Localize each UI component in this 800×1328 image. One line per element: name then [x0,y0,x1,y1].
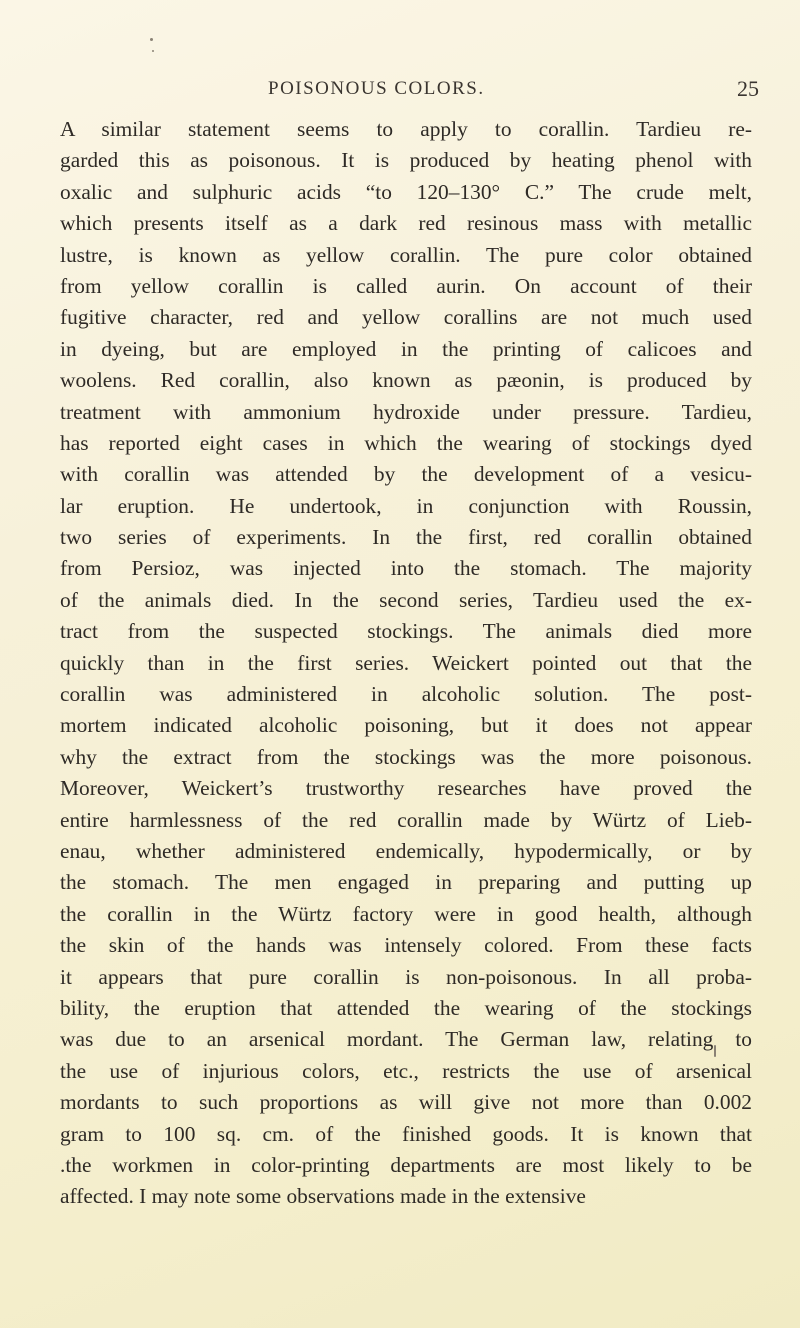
text-line: oxalic and sulphuric acids “to 120–130° C.” The crude melt, [60,179,752,204]
text-line: mordants to such proportions as will give not more than 0.002 [60,1090,752,1115]
text-line: tract from the suspected stockings. The animals died more [60,619,752,644]
text-line: Moreover, Weickert’s trustworthy researches have proved the [60,776,752,801]
text-line: was due to an arsenical mordant. The German law, relating to [60,1027,752,1052]
text-line: two series of experiments. In the first, red corallin obtained [60,525,752,550]
body-paragraph [60,114,752,1213]
text-line: garded this as poisonous. It is produced by heating phenol with [60,148,752,173]
text-line: woolens. Red corallin, also known as pæonin, is produced by [60,368,752,393]
text-line: the corallin in the Würtz factory were in good health, although [60,901,752,926]
paper-speck [150,38,153,41]
text-line: from yellow corallin is called aurin. On account of their [60,273,752,298]
text-line: bility, the eruption that attended the wearing of the stockings [60,995,752,1020]
page-number: 25 [737,76,759,101]
text-line: has reported eight cases in which the wearing of stockings dyed [60,430,752,455]
text-line: in dyeing, but are employed in the printing of calicoes and [60,336,752,361]
text-line: affected. I may note some observations made in the extensive [60,1184,586,1209]
running-header [60,78,800,108]
text-line: with corallin was attended by the development of a vesicu- [60,462,752,487]
text-line: from Persioz, was injected into the stomach. The majority [60,556,752,581]
text-line: it appears that pure corallin is non-poisonous. In all proba- [60,964,752,989]
text-line: the stomach. The men engaged in preparing and putting up [60,870,752,895]
text-line: entire harmlessness of the red corallin made by Würtz of Lieb- [60,807,752,832]
paper-speck [152,50,154,52]
text-line: the use of injurious colors, etc., restricts the use of arsenical [60,1058,752,1083]
text-line: .the workmen in color-printing departments are most likely to be [60,1152,752,1177]
text-line: corallin was administered in alcoholic solution. The post- [60,682,752,707]
text-line: lustre, is known as yellow corallin. The pure color obtained [60,242,752,267]
text-line: of the animals died. In the second series, Tardieu used the ex- [60,587,752,612]
running-title: POISONOUS COLORS. [268,78,485,99]
text-line: enau, whether administered endemically, hypodermically, or by [60,838,752,863]
text-line: why the extract from the stockings was the more poisonous. [60,744,752,769]
text-line: gram to 100 sq. cm. of the finished goods. It is known that [60,1121,752,1146]
text-line: mortem indicated alcoholic poisoning, but it does not appear [60,713,752,738]
text-line: lar eruption. He undertook, in conjunction with Roussin, [60,493,752,518]
text-line: treatment with ammonium hydroxide under pressure. Tardieu, [60,399,752,424]
text-line: which presents itself as a dark red resinous mass with metallic [60,211,752,236]
text-line: the skin of the hands was intensely colored. From these facts [60,933,752,958]
text-line: quickly than in the first series. Weickert pointed out that the [60,650,752,675]
text-line: fugitive character, red and yellow corallins are not much used [60,305,752,330]
text-line: A similar statement seems to apply to corallin. Tardieu re- [60,117,752,141]
